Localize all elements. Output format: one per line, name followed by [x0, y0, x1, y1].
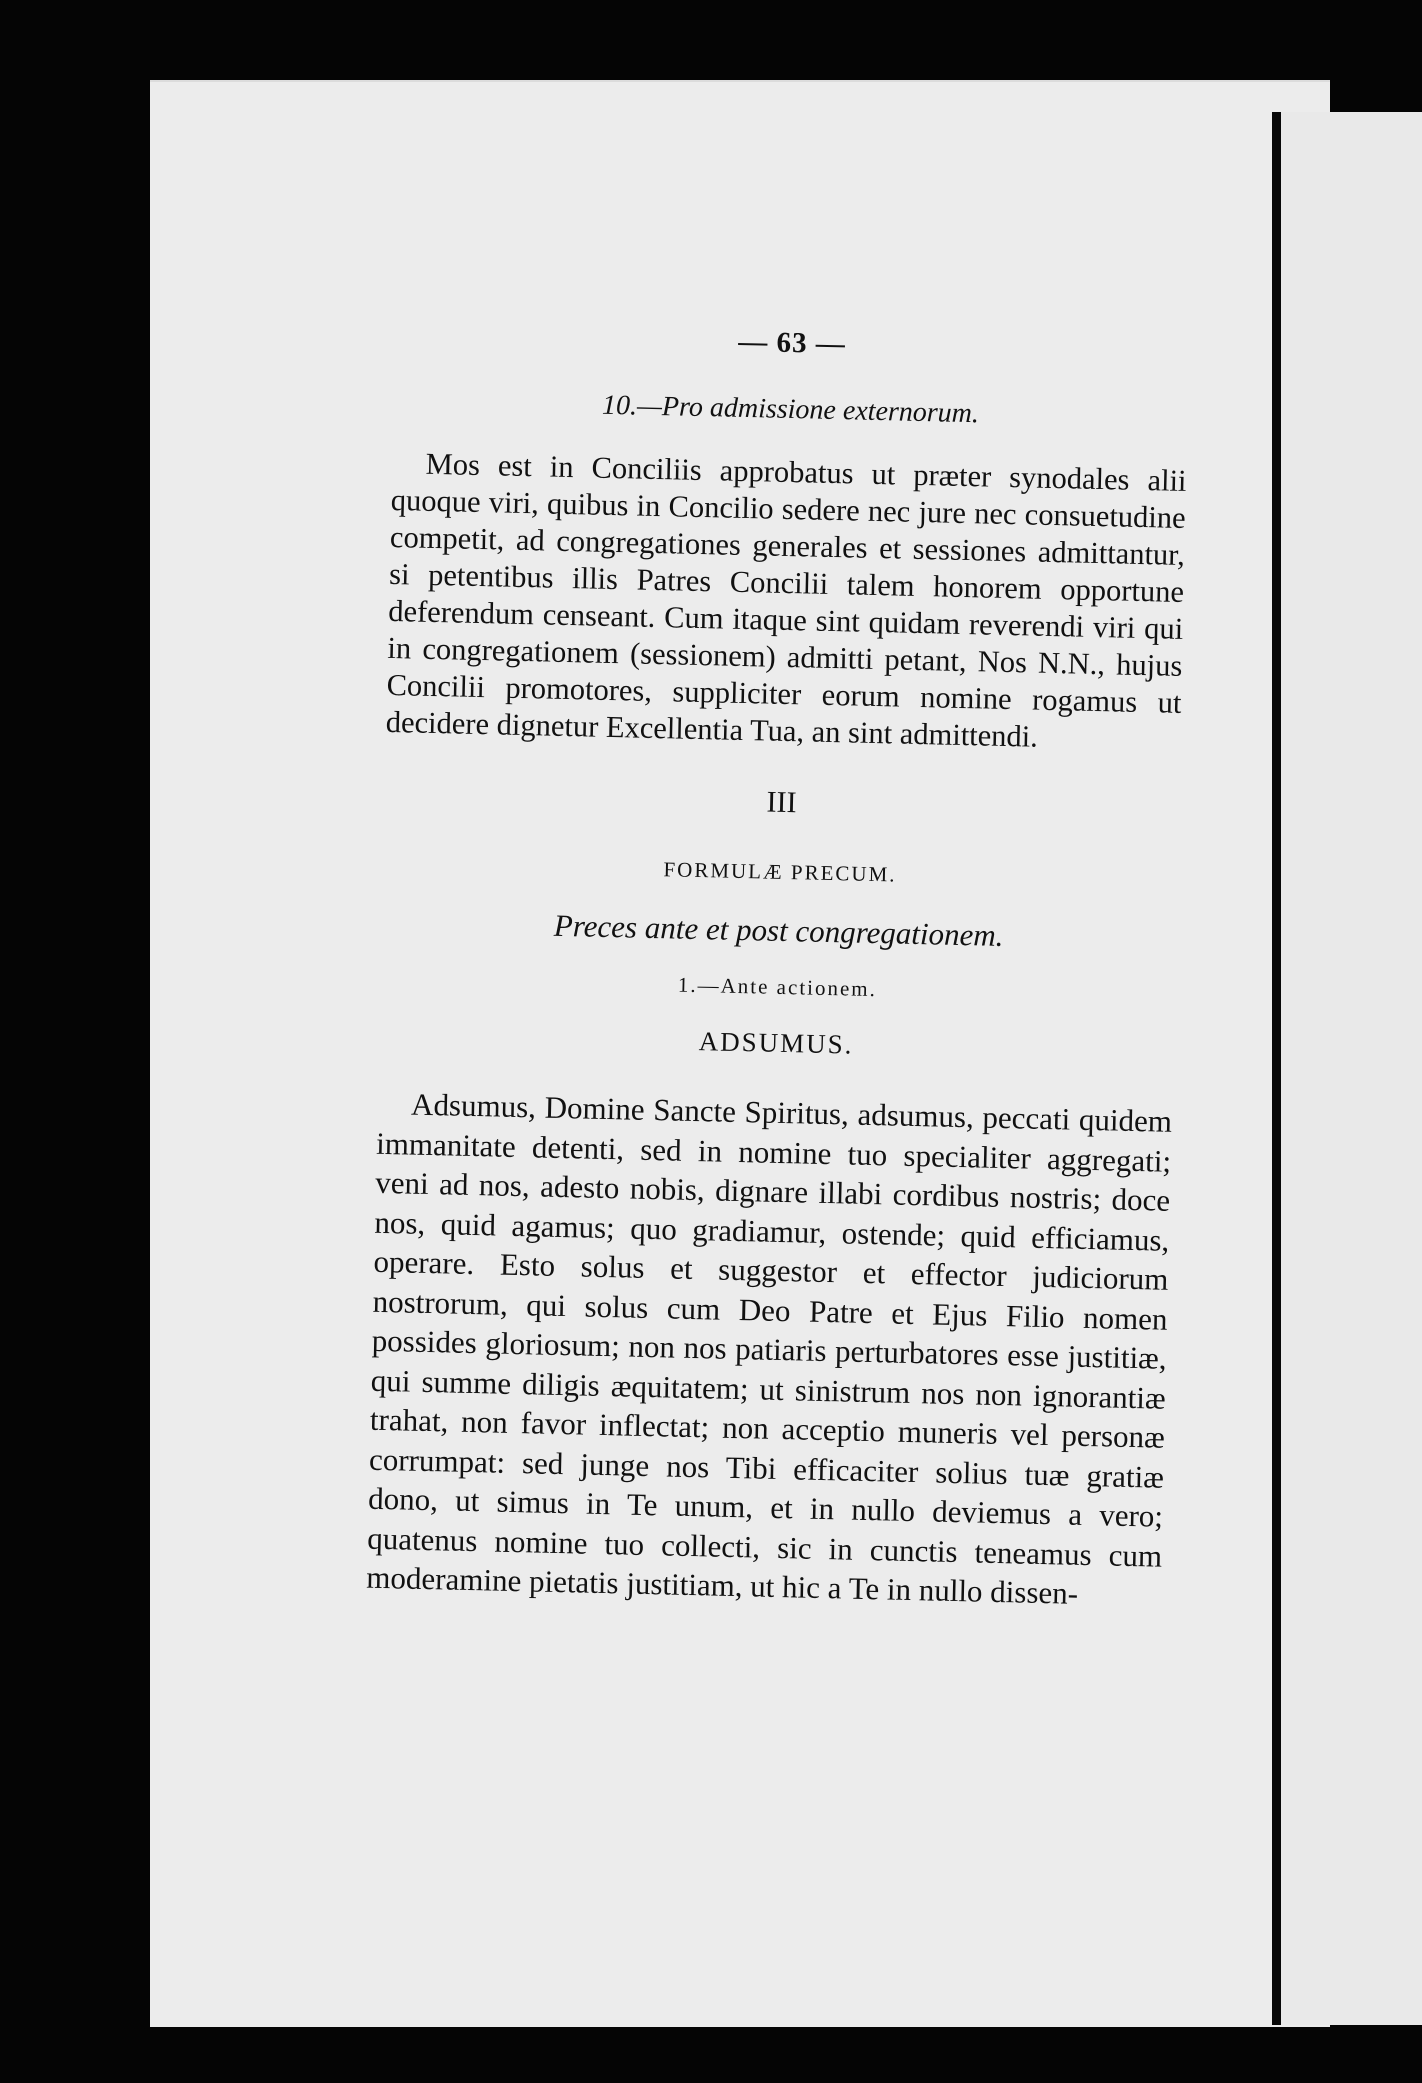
page-gutter [1272, 112, 1281, 2025]
prayer-title: ADSUMUS. [698, 1026, 854, 1060]
page-text [366, 318, 1190, 1615]
subsection-heading: 1.—Ante actionem. [677, 972, 878, 1002]
part-number: III [766, 785, 797, 820]
page-number: — 63 — [737, 325, 847, 361]
paragraph-adsumus: Adsumus, Domine Sancte Spiritus, adsumus, peccati quidem immanitate detenti, sed in nomine tuo specialiter aggregati; veni ad nos, adesto nobis, dignare illabi cordibus nostris; doce nos, quid agamus; quo gradiamur, ostende; quid efficiamus, operare. Esto solus et suggestor et effector judiciorum nostrorum, qui solus cum Deo Patre et Ejus Filio nomen possides gloriosum; non nos patiaris perturbatores esse justitiæ, qui summe diligis æquitatem; ut sinistrum nos non ignorantiæ trahat, non favor inflectat; non acceptio muneris vel personæ corrumpat: sed junge nos Tibi efficaciter solius tuæ gratiæ dono, ut simus in Te unum, et in nullo deviemus a vero; quatenus nomine tuo collecti, sic in cunctis teneamus cum moderamine pietatis justitiam, ut hic a Te in nullo dissen- [366, 1086, 1173, 1611]
part-title: FORMULÆ PRECUM. [663, 857, 897, 887]
prayers-subtitle: Preces ante et post congregationem. [553, 907, 1004, 953]
section-title: 10.—Pro admissione externorum. [601, 389, 980, 430]
next-page-edge [1281, 112, 1422, 2025]
paragraph-admission: Mos est in Conciliis approbatus ut præter synodales alii quoque viri, quibus in Concilio sedere nec jure nec consuetudine competit, ad congregationes generales et sessiones admittantur, si petentibus illis Patres Concilii talem honorem opportune deferendum censeant. Cum itaque sint quidam reverendi viri qui in congregationem (sessionem) admitti petant, Nos N.N., hujus Concilii promotores, suppliciter eorum nomine rogamus ut decidere dignetur Excellentia Tua, an sint admittendi. [385, 446, 1187, 754]
